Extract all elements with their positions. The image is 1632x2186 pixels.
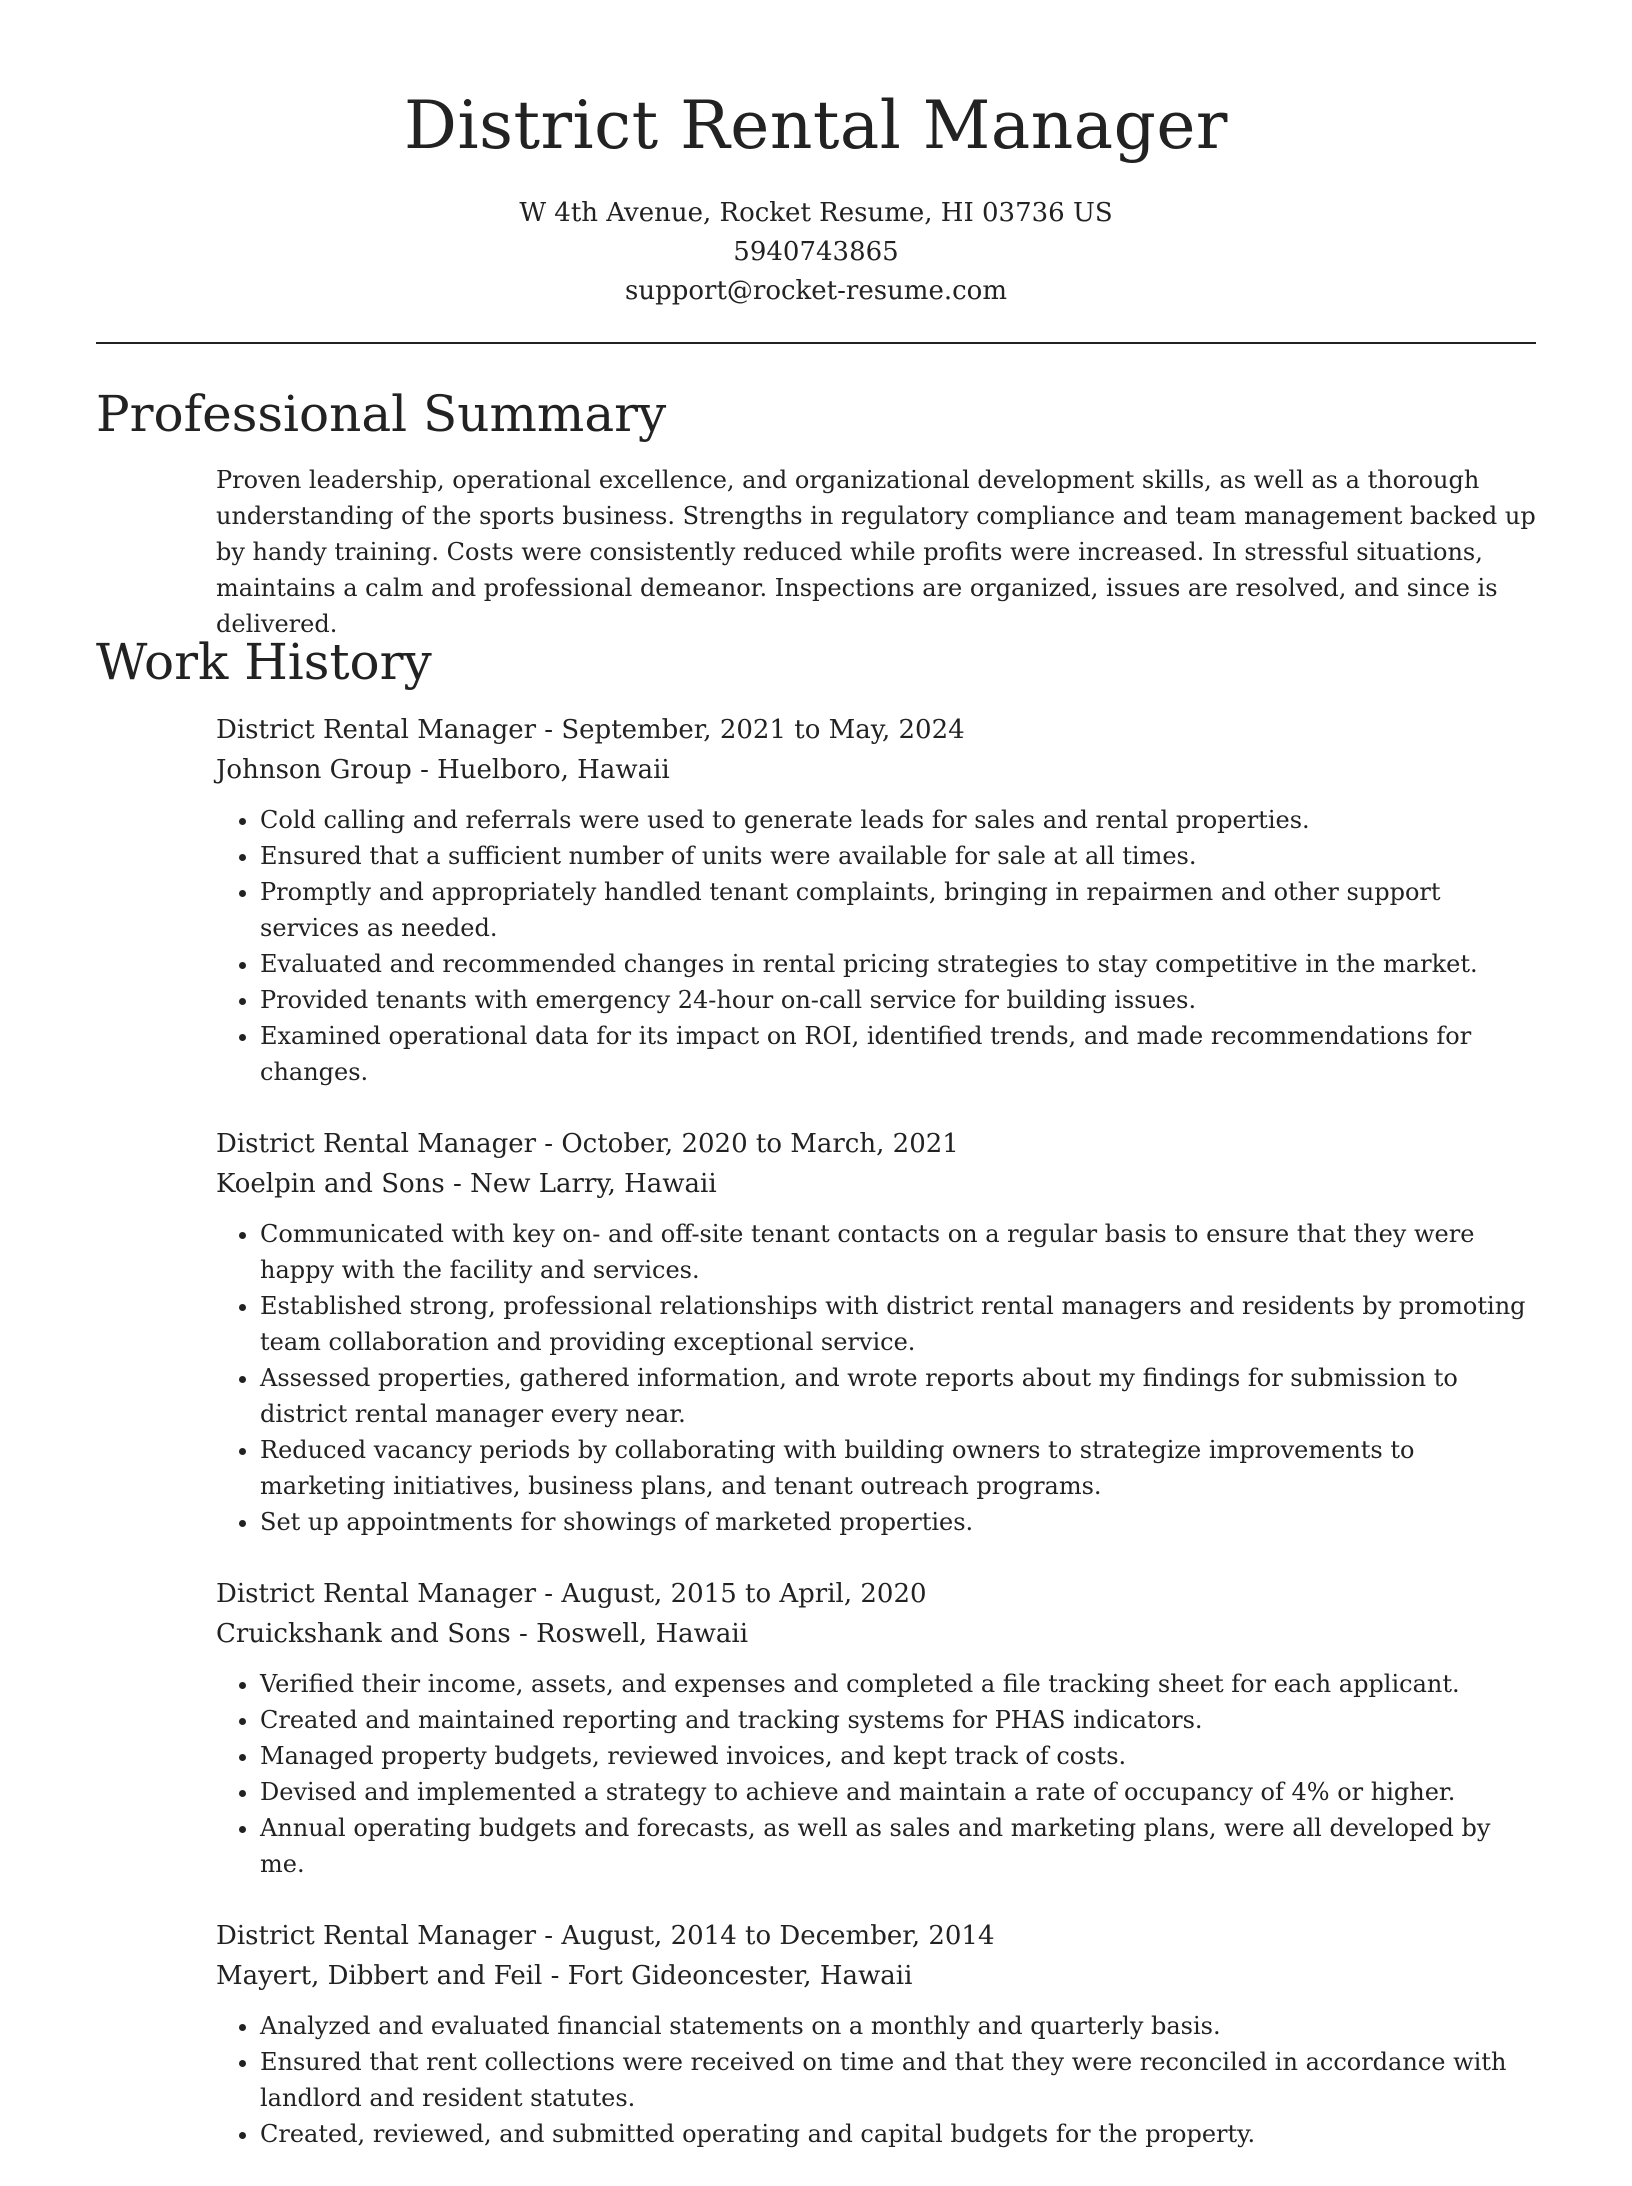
header-divider (96, 342, 1536, 344)
job-duty-item: • Devised and implemented a strategy to achieve and maintain a rate of occupancy of 4% or higher. (260, 1774, 1541, 1810)
job-entry (216, 1574, 1541, 1882)
job-duty-item: • Created and maintained reporting and tracking systems for PHAS indicators. (260, 1702, 1541, 1738)
contact-info (0, 194, 1632, 311)
job-duties-list (216, 1216, 1541, 1540)
job-duties-list (216, 1666, 1541, 1882)
job-company: Johnson Group - Huelboro, Hawaii (216, 755, 670, 785)
job-duty-item: • Evaluated and recommended changes in rental pricing strategies to stay competitive in the market. (260, 946, 1541, 982)
job-duty-item: • Cold calling and referrals were used to generate leads for sales and rental properties. (260, 802, 1541, 838)
job-duty-item: • Set up appointments for showings of marketed properties. (260, 1504, 1541, 1540)
job-duty-item: • Assessed properties, gathered information, and wrote reports about my findings for submission to district rental manager every near. (260, 1360, 1541, 1432)
job-company: Cruickshank and Sons - Roswell, Hawaii (216, 1619, 749, 1649)
job-duties-list (216, 2008, 1541, 2152)
job-entry (216, 1916, 1541, 2152)
job-company: Koelpin and Sons - New Larry, Hawaii (216, 1169, 717, 1199)
work-history-heading: Work History (96, 633, 432, 691)
job-duty-item: • Promptly and appropriately handled tenant complaints, bringing in repairmen and other support services as needed. (260, 874, 1541, 946)
job-duty-item: • Annual operating budgets and forecasts, as well as sales and marketing plans, were all developed by me. (260, 1810, 1541, 1882)
job-company: Mayert, Dibbert and Feil - Fort Gideoncester, Hawaii (216, 1961, 913, 1991)
job-duty-item: • Examined operational data for its impact on ROI, identified trends, and made recommendations for changes. (260, 1018, 1541, 1090)
job-duty-item: • Verified their income, assets, and expenses and completed a file tracking sheet for each applicant. (260, 1666, 1541, 1702)
job-duty-item: • Established strong, professional relationships with district rental managers and residents by promoting team collaboration and providing exceptional service. (260, 1288, 1541, 1360)
job-title: District Rental Manager - August, 2014 to December, 2014 (216, 1921, 995, 1951)
job-title: District Rental Manager - August, 2015 to April, 2020 (216, 1579, 927, 1609)
summary-heading: Professional Summary (96, 385, 667, 443)
job-duty-item: • Created, reviewed, and submitted operating and capital budgets for the property. (260, 2116, 1541, 2152)
job-title: District Rental Manager - October, 2020 to March, 2021 (216, 1129, 959, 1159)
job-title: District Rental Manager - September, 2021 to May, 2024 (216, 715, 965, 745)
job-duty-item: • Reduced vacancy periods by collaborating with building owners to strategize improvements to marketing initiatives, business plans, and tenant outreach programs. (260, 1432, 1541, 1504)
contact-address: W 4th Avenue, Rocket Resume, HI 03736 US (519, 198, 1113, 228)
candidate-name: District Rental Manager (404, 87, 1228, 164)
job-entry (216, 1124, 1541, 1540)
resume-header (0, 0, 1632, 311)
contact-phone: 5940743865 (733, 237, 899, 267)
job-duties-list (216, 802, 1541, 1090)
job-duty-item: • Communicated with key on- and off-site tenant contacts on a regular basis to ensure that they were happy with the facility and services. (260, 1216, 1541, 1288)
job-duty-item: • Ensured that a sufficient number of units were available for sale at all times. (260, 838, 1541, 874)
job-duty-item: • Managed property budgets, reviewed invoices, and kept track of costs. (260, 1738, 1541, 1774)
job-duty-item: • Analyzed and evaluated financial statements on a monthly and quarterly basis. (260, 2008, 1541, 2044)
job-duty-item: • Provided tenants with emergency 24-hour on-call service for building issues. (260, 982, 1541, 1018)
work-history-list (216, 710, 1541, 2186)
contact-email[interactable]: support@rocket-resume.com (624, 276, 1007, 306)
job-duty-item: • Ensured that rent collections were received on time and that they were reconciled in accordance with landlord and resident statutes. (260, 2044, 1541, 2116)
job-entry (216, 710, 1541, 1090)
summary-text: Proven leadership, operational excellence, and organizational development skills, as well as a thorough understanding of the sports business. Strengths in regulatory compliance and team management backed up by handy training. Costs were consistently reduced while profits were increased. In stressful situations, maintains a calm and professional demeanor. Inspections are organized, issues are resolved, and since is delivered. (216, 466, 1536, 638)
